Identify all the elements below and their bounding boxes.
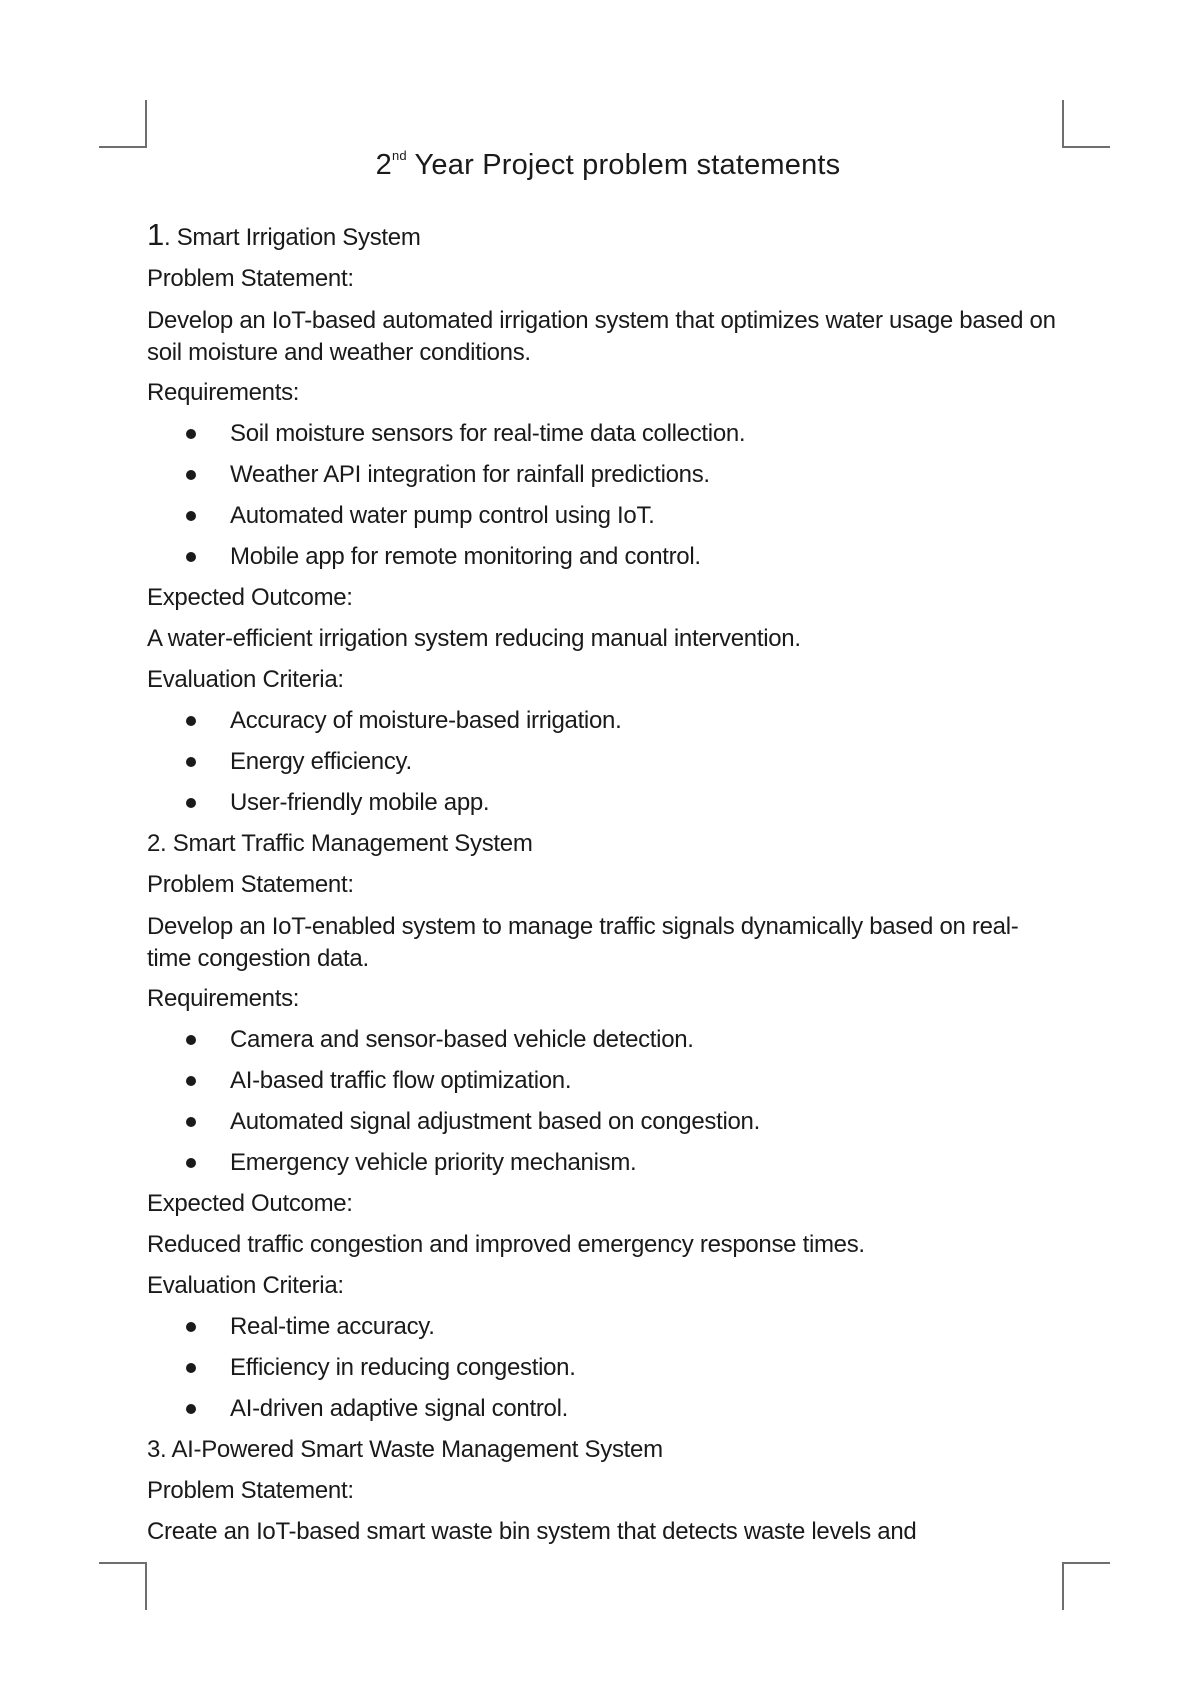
expected-outcome-text: Reduced traffic congestion and improved emergency response times. xyxy=(147,1231,865,1258)
list-item: Emergency vehicle priority mechanism. xyxy=(147,1142,1067,1183)
project-1 xyxy=(147,214,1067,823)
project-3 xyxy=(147,1429,1067,1552)
list-item: Efficiency in reducing congestion. xyxy=(147,1347,1067,1388)
expected-outcome-label: Expected Outcome: xyxy=(147,1190,353,1217)
bullet-icon xyxy=(186,429,196,439)
bullet-icon xyxy=(186,1035,196,1045)
bullet-icon xyxy=(186,757,196,767)
problem-statement-text: Develop an IoT-based automated irrigation system that optimizes water usage based on soil moisture and weather conditions. xyxy=(147,307,1056,366)
bullet-icon xyxy=(186,716,196,726)
list-item: AI-driven adaptive signal control. xyxy=(147,1388,1067,1429)
criteria-list xyxy=(147,700,1067,823)
evaluation-criteria-label: Evaluation Criteria: xyxy=(147,666,344,693)
bullet-icon xyxy=(186,1117,196,1127)
problem-statement-label: Problem Statement: xyxy=(147,265,354,292)
problem-statement-text: Develop an IoT-enabled system to manage traffic signals dynamically based on real-time congestion data. xyxy=(147,913,1019,972)
project-heading: 3. AI-Powered Smart Waste Management System xyxy=(147,1436,663,1463)
requirements-label: Requirements: xyxy=(147,379,300,406)
problem-statement-text: Create an IoT-based smart waste bin system that detects waste levels and xyxy=(147,1518,917,1545)
requirements-list xyxy=(147,1019,1067,1183)
list-item: Energy efficiency. xyxy=(147,741,1067,782)
crop-mark-top-left xyxy=(99,100,147,148)
project-2 xyxy=(147,823,1067,1429)
criteria-list xyxy=(147,1306,1067,1429)
evaluation-criteria-label: Evaluation Criteria: xyxy=(147,1272,344,1299)
requirements-label: Requirements: xyxy=(147,985,300,1012)
project-heading: 1. Smart Irrigation System xyxy=(147,217,421,252)
bullet-icon xyxy=(186,1363,196,1373)
bullet-icon xyxy=(186,1076,196,1086)
list-item: Mobile app for remote monitoring and control. xyxy=(147,536,1067,577)
bullet-icon xyxy=(186,511,196,521)
crop-mark-bottom-left xyxy=(99,1562,147,1610)
expected-outcome-label: Expected Outcome: xyxy=(147,584,353,611)
document-body xyxy=(147,214,1067,1552)
list-item: Soil moisture sensors for real-time data collection. xyxy=(147,413,1067,454)
page-title: 2nd Year Project problem statements xyxy=(375,148,841,181)
bullet-icon xyxy=(186,470,196,480)
list-item: Automated signal adjustment based on congestion. xyxy=(147,1101,1067,1142)
bullet-icon xyxy=(186,1322,196,1332)
expected-outcome-text: A water-efficient irrigation system reducing manual intervention. xyxy=(147,625,801,652)
bullet-icon xyxy=(186,798,196,808)
list-item: Weather API integration for rainfall predictions. xyxy=(147,454,1067,495)
list-item: Real-time accuracy. xyxy=(147,1306,1067,1347)
crop-mark-top-right xyxy=(1062,100,1110,148)
project-heading: 2. Smart Traffic Management System xyxy=(147,830,533,857)
bullet-icon xyxy=(186,1158,196,1168)
list-item: Automated water pump control using IoT. xyxy=(147,495,1067,536)
problem-statement-label: Problem Statement: xyxy=(147,871,354,898)
problem-statement-label: Problem Statement: xyxy=(147,1477,354,1504)
crop-mark-bottom-right xyxy=(1062,1562,1110,1610)
bullet-icon xyxy=(186,1404,196,1414)
list-item: User-friendly mobile app. xyxy=(147,782,1067,823)
bullet-icon xyxy=(186,552,196,562)
requirements-list xyxy=(147,413,1067,577)
list-item: Camera and sensor-based vehicle detection. xyxy=(147,1019,1067,1060)
list-item: Accuracy of moisture-based irrigation. xyxy=(147,700,1067,741)
list-item: AI-based traffic flow optimization. xyxy=(147,1060,1067,1101)
